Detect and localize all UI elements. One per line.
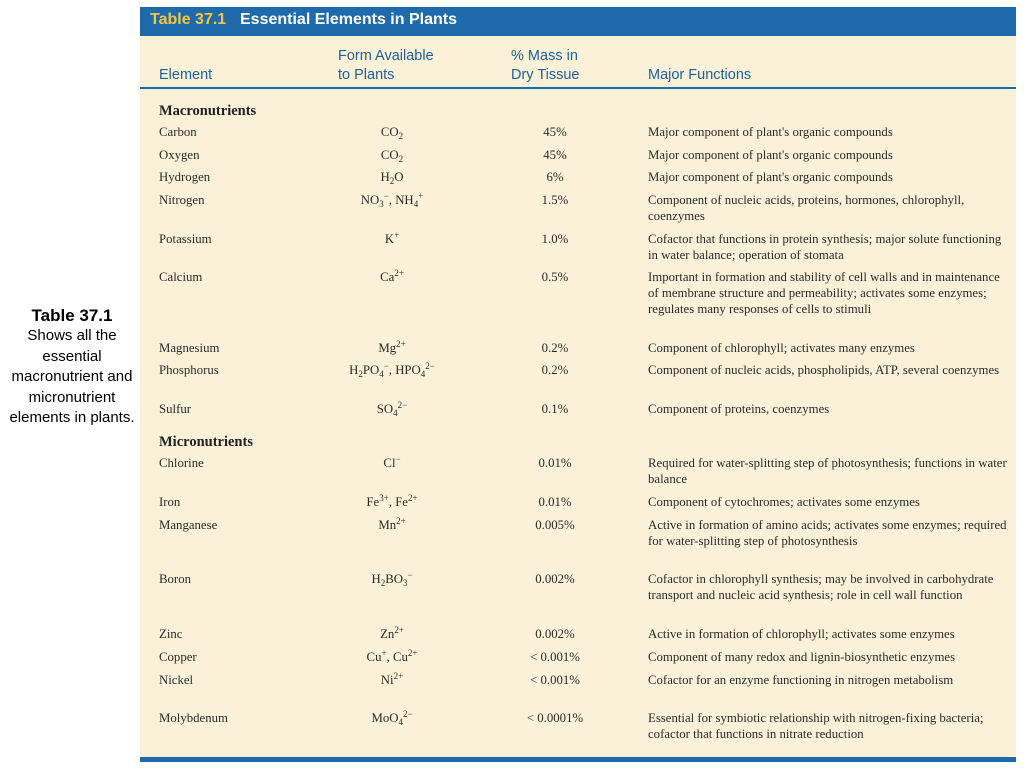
- function-cell: Required for water-splitting step of photosynthesis; functions in water balance: [648, 456, 1007, 486]
- section-micronutrients: Micronutrients: [159, 434, 253, 450]
- header-functions: Major Functions: [648, 67, 752, 83]
- mass-cell: 0.01%: [538, 495, 572, 509]
- form-cell: $H_2O$: [380, 170, 404, 186]
- table-title-bar: [140, 7, 1016, 36]
- form-cell: $CO_2$: [380, 125, 404, 141]
- element-cell: Potassium: [159, 232, 212, 246]
- mass-cell: < 0.001%: [530, 673, 580, 687]
- function-cell: Cofactor that functions in protein synthesis; major solute functioning in water balance; operation of stomata: [648, 232, 1002, 262]
- form-cell: $Mn^{2+}$: [378, 516, 406, 532]
- header-element: Element: [159, 67, 213, 83]
- table-title: Essential Elements in Plants: [240, 11, 457, 28]
- mass-cell: 0.1%: [541, 402, 569, 416]
- form-cell: $Fe^{3+}$, $Fe^{2+}$: [366, 493, 418, 509]
- bottom-divider: [140, 757, 1016, 762]
- form-cell: $Ni^{2+}$: [380, 671, 404, 687]
- mass-cell: 0.2%: [541, 341, 569, 355]
- element-cell: Molybdenum: [159, 711, 228, 725]
- mass-cell: 0.2%: [541, 363, 569, 377]
- function-cell: Cofactor in chlorophyll synthesis; may be involved in carbohydrate transport and nucleic acid synthesis; role in cell wall function: [648, 572, 994, 602]
- element-cell: Manganese: [159, 518, 218, 532]
- function-cell: Major component of plant's organic compounds: [648, 148, 893, 162]
- element-cell: Magnesium: [159, 341, 220, 355]
- mass-cell: 0.002%: [535, 627, 575, 641]
- function-cell: Major component of plant's organic compounds: [648, 125, 893, 139]
- caption-title: Table 37.1: [31, 306, 113, 325]
- form-cell: Cu+, $Cu^{2+}$: [366, 648, 418, 664]
- function-cell: Component of proteins, coenzymes: [648, 402, 830, 416]
- form-cell: $Ca^{2+}$: [380, 268, 404, 284]
- mass-cell: 0.002%: [535, 572, 575, 586]
- element-cell: Zinc: [159, 627, 183, 641]
- header-form: [338, 47, 434, 85]
- function-cell: Component of nucleic acids, phospholipids, ATP, several coenzymes: [648, 363, 1000, 377]
- function-cell: Component of cytochromes; activates some enzymes: [648, 495, 920, 509]
- element-cell: Calcium: [159, 270, 203, 284]
- header-mass-line2: Dry Tissue: [511, 67, 580, 83]
- header-divider: [140, 87, 1016, 89]
- element-cell: Hydrogen: [159, 170, 211, 184]
- mass-cell: 0.5%: [541, 270, 569, 284]
- mass-cell: 0.005%: [535, 518, 575, 532]
- form-cell: $Mg^{2+}$: [378, 339, 406, 355]
- mass-cell: 45%: [543, 125, 567, 139]
- element-cell: Chlorine: [159, 456, 204, 470]
- form-cell: K+: [384, 230, 400, 246]
- function-cell: Component of nucleic acids, proteins, hormones, chlorophyll, coenzymes: [648, 193, 965, 223]
- function-cell: Active in formation of amino acids; activates some enzymes; required for water-splitting step of photosynthesis: [648, 518, 1007, 548]
- function-cell: Component of chlorophyll; activates many enzymes: [648, 341, 915, 355]
- function-cell: Major component of plant's organic compounds: [648, 170, 893, 184]
- element-cell: Oxygen: [159, 148, 200, 162]
- mass-cell: 1.5%: [541, 193, 569, 207]
- element-cell: Iron: [159, 495, 181, 509]
- mass-cell: 45%: [543, 148, 567, 162]
- figure-caption: [8, 306, 136, 429]
- table-number: Table 37.1: [150, 11, 227, 28]
- header-form-line2: to Plants: [338, 67, 395, 83]
- essential-elements-table: [140, 7, 1016, 762]
- function-cell: Active in formation of chlorophyll; activates some enzymes: [648, 627, 955, 641]
- mass-cell: < 0.001%: [530, 650, 580, 664]
- element-cell: Nickel: [159, 673, 194, 687]
- mass-cell: < 0.0001%: [526, 711, 584, 725]
- form-cell: $H_2BO_3^-$: [371, 570, 413, 588]
- header-form-line1: Form Available: [338, 48, 434, 64]
- function-cell: Cofactor for an enzyme functioning in nitrogen metabolism: [648, 673, 954, 687]
- function-cell: Component of many redox and lignin-biosynthetic enzymes: [648, 650, 956, 664]
- mass-cell: 0.01%: [538, 456, 572, 470]
- form-cell: $H_2PO_4^-$, $HPO_4^{2-}$: [349, 361, 435, 379]
- element-cell: Nitrogen: [159, 193, 205, 207]
- form-cell: $SO_4^{2-}$: [376, 400, 408, 418]
- form-cell: $CO_2$: [380, 148, 404, 164]
- form-cell: $Zn^{2+}$: [380, 625, 404, 641]
- mass-cell: 6%: [546, 170, 564, 184]
- element-cell: Carbon: [159, 125, 197, 139]
- element-cell: Boron: [159, 572, 191, 586]
- form-cell: $NO_3^-$, $NH_4^+$: [360, 191, 424, 209]
- caption-description: Shows all the essential macronutrient and micronutrient elements in plants.: [9, 327, 135, 426]
- function-cell: Important in formation and stability of cell walls and in maintenance of membrane structure and permeability; activates some enzymes; regulates many responses of cells to stimuli: [648, 270, 1000, 316]
- form-cell: Cl−: [383, 454, 401, 470]
- mass-cell: 1.0%: [541, 232, 569, 246]
- form-cell: MoO$_4^{2-}$: [371, 709, 413, 727]
- element-cell: Copper: [159, 650, 197, 664]
- element-cell: Phosphorus: [159, 363, 219, 377]
- element-cell: Sulfur: [159, 402, 191, 416]
- function-cell: Essential for symbiotic relationship with nitrogen-fixing bacteria; cofactor that functions in nitrate reduction: [648, 711, 984, 741]
- header-mass-line1: % Mass in: [511, 48, 578, 64]
- section-macronutrients: Macronutrients: [159, 103, 257, 119]
- header-mass: [511, 47, 580, 85]
